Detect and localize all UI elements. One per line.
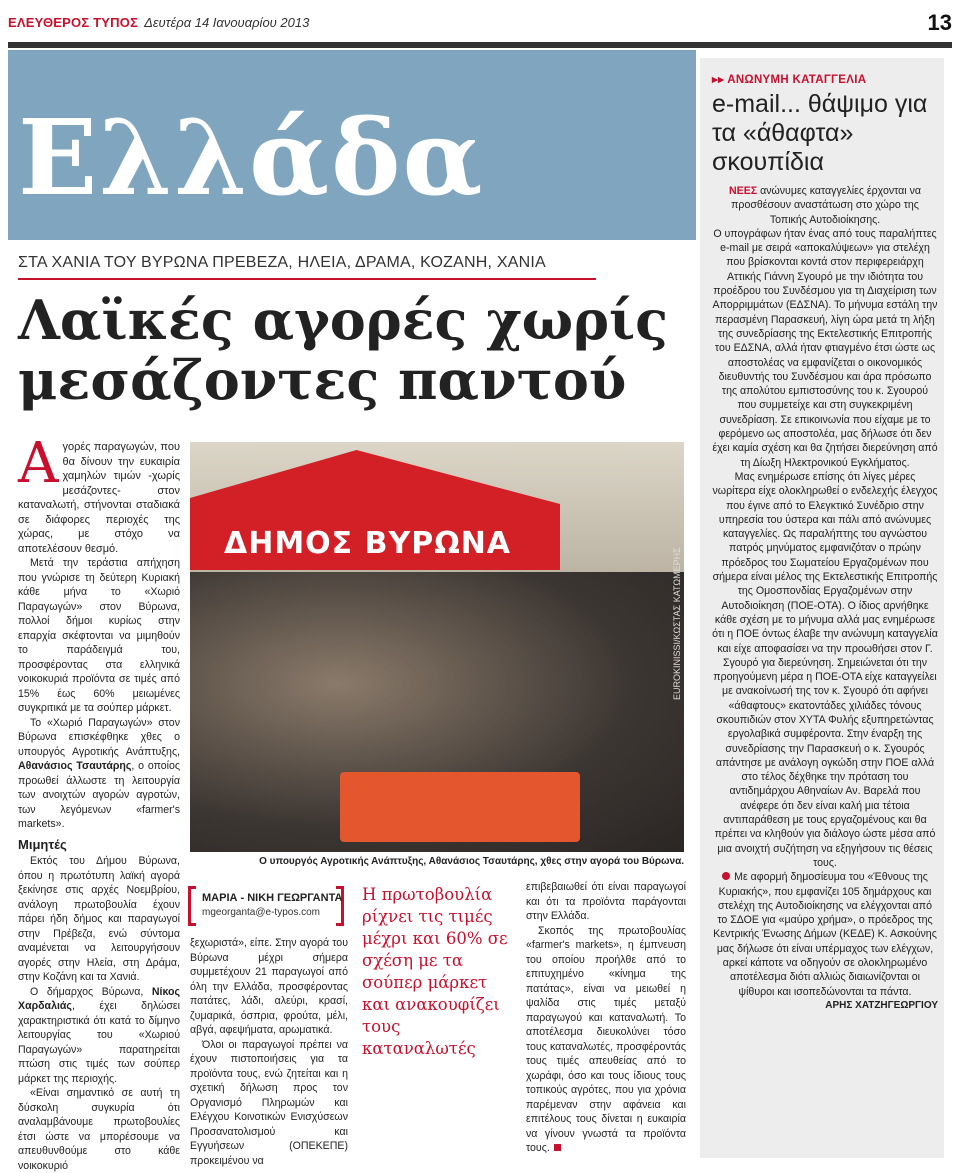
issue-date: Δευτέρα 14 Ιανουαρίου 2013 — [144, 15, 310, 30]
paragraph: Σκοπός της πρωτοβουλίας «farmer's markets», η έμπνευση του οποίου προήλθε από το επιτυχημένο «κίνημα της πατάτας», είναι να μειωθεί η ψαλίδα στις τιμές μεταξύ παραγωγού και καταναλωτή. Το αποτέλεσμα διευκολύνει τόσο τους καταναλωτές, προσφέροντάς τους τιμές απευθείας από το χωράφι, όσο και τους ίδιους τους τοπικούς αγρότες, που για χρόνια παρέμεναν στην αφάνεια και επιτέλους τους δίνεται η ευκαιρία να γίνουν γνωστά τα προϊόντα τους. — [526, 924, 686, 1154]
paragraph: Ο υπογράφων ήταν ένας από τους παραλήπτες e-mail με σειρά «αποκαλύψεων» για στελέχη που βρίσκονται κοντά στον περιφερειάρχη Αττικής Γιάννη Σγουρό με την ιδιότητα του προέδρου του Συνδέσμου για τη Διαχείριση των Απορριμμάτων (ΕΔΣΝΑ). Το μήνυμα εστάλη την περασμένη Παρασκευή, λίγη ώρα μετά τη λήξη της συνεδρίασης της Εκτελεστικής Επιτροπής του ΕΔΣΝΑ, αλλά ήταν φτιαγμένο έτσι ώστε ως αποστολέας να εμφανίζεται ο οικονομικός διευθυντής του Συνδέσμου και άρα πρόσωπο της απολύτου εμπιστοσύνης του κ. Σγουρού που συμμετείχε και στη συγκεκριμένη συνεδρίαση. Σε επικοινωνία που είχαμε με το φερόμενο ως αποστολέα, μας δήλωσε ότι δεν έχει καμία σχέση και θα ζητήσει διερεύνηση από τη Δίωξη Ηλεκτρονικού Εγκλήματος. — [712, 227, 938, 469]
page-number: 13 — [927, 10, 952, 35]
drop-cap: Α — [18, 431, 59, 496]
article-column-1 — [18, 431, 180, 1173]
article-photo[interactable] — [190, 442, 684, 852]
pull-quote: Η πρωτοβουλία ρίχνει τις τιμές μέχρι και 60% σε σχέση με τα σούπερ μάρκετ και ανακουφίζει τους καταναλωτές — [362, 885, 508, 1058]
article-headline: Λαϊκές αγορές χωρίς μεσάζοντες παντού — [18, 288, 669, 412]
byline — [188, 886, 344, 926]
article-column-2 — [190, 936, 348, 1168]
article-kicker: ΣΤΑ ΧΑΝΙΑ ΤΟΥ ΒΥΡΩΝΑ ΠΡΕΒΕΖΑ, ΗΛΕΙΑ, ΔΡΑΜΑ, ΚΟΖΑΝΗ, ΧΑΝΙΑ — [18, 254, 546, 271]
kicker-divider — [18, 278, 596, 280]
person-name: Αθανάσιος Τσαυτάρης — [18, 760, 132, 772]
bullet-icon — [722, 872, 730, 880]
paragraph: Μας ενημέρωσε επίσης ότι λίγες μέρες νωρίτερα είχε ολοκληρωθεί ο ενδελεχής έλεγχος που έγινε από το Ελεγκτικό Συνέδριο στην υπηρεσία του ύστερα και πάλι από ανώνυμες καταγγελίες. Ως παραλήπτης του αγνώστου πατρός μηνύματος εμφανιζόταν ο πρώην πρόεδρος του Σωματείου Εργαζομένων που σήμερα είναι μέλος της Εκτελεστικής Επιτροπής της Ομοσπονδίας Εργαζομένων στην Αυτοδιοίκηση (ΠΟΕ-ΟΤΑ). Ο ίδιος αρνήθηκε κάθε σχέση με το μήνυμα αλλά μας ενημέρωσε ότι η ΠΟΕ όντως έλαβε την ανώνυμη καταγγελία και είχε αποφασίσει να την προωθήσει στον Γ. Σγουρό για διερεύνηση. Σημειώνεται ότι την προηγούμενη μέρα η ΠΟΕ-ΟΤΑ είχε καταγγείλει με ανακοίνωσή της τον κ. Σγουρό ότι αφήνει «άθαφτους» εκατοντάδες χιλιάδες τόνους σκουπιδιών στον ΧΥΤΑ Φυλής εξυπηρετώντας εργολαβικά συμφέροντα. Στην έναρξη της συνεδρίασης την Παρασκευή ο κ. Σγουρός απάντησε με ανάλογη ογκώδη στην ΠΟΕ αλλά στο τέλος δέχθηκε την πρόταση του αντιδημάρχου Αθηναίων Αν. Βαρελά που ανέφερε ότι δεν είναι καλή μια τέτοια αντιπαράθεση με τους εργαζομένους και θα πρέπει να κληθούν για διάλογο ώστε μέσα από μια ανοιχτή συζήτηση να εξηγήσουν τις θέσεις τους. — [712, 470, 938, 869]
paragraph: Όλοι οι παραγωγοί πρέπει να έχουν πιστοποιήσεις για τα προϊόντα τους, ενώ ζητείται και η σχετική δήλωση προς τον Οργανισμό Πληρωμών και Ελέγχου Κοινοτικών Ενισχύσεων Προσανατολισμού και Εγγυήσεων (ΟΠΕΚΕΠΕ) προκειμένου να — [190, 1038, 348, 1167]
paragraph: Ο δήμαρχος Βύρωνα, Νίκος Χαρδαλιάς, έχει δηλώσει χαρακτηριστικά ότι κατά το δίμηνο λειτουργίας του «Χωριού Παραγωγών» παρατηρείται πτώση στις τιμές των σούπερ μάρκετ της περιοχής. — [18, 985, 180, 1085]
sidebar-author: ΑΡΗΣ ΧΑΤΖΗΓΕΩΡΓΙΟΥ — [825, 999, 938, 1011]
subheading: Μιμητές — [18, 836, 67, 852]
header-rule — [8, 42, 952, 48]
sidebar-box — [700, 58, 944, 1158]
sidebar-title: e-mail... θάψιμο για τα «άθαφτα» σκουπίδια — [712, 90, 928, 176]
person-name: Νίκος Χαρδαλιάς — [18, 985, 180, 1012]
article-lead — [18, 431, 180, 556]
lead-text: γορές παραγωγών, που θα δίνουν την ευκαιρία χαμηλών τιμών -χωρίς μεσάζοντες- στον καταναλωτή, στήνονται σταδιακά σε διάφορες περιοχές της χώρας, με στόχο να αποτελέσουν θεσμό. — [18, 441, 180, 555]
photo-caption: Ο υπουργός Αγροτικής Ανάπτυξης, Αθανάσιος Τσαυτάρης, χθες στην αγορά του Βύρωνα. — [259, 856, 684, 867]
chestnut-tray — [340, 772, 580, 842]
paragraph: Με αφορμή δημοσίευμα του «Έθνους της Κυριακής», που εμφανίζει 105 δημάρχους και στελέχη της Αυτοδιοίκησης να ελέγχονται από το ΣΔΟΕ για «μαύρο χρήμα», ο πρόεδρος της Κεντρικής Ένωσης Δήμων (ΚΕΔΕ) Κ. Ασκούνης μας δήλωσε ότι είναι υπέρμαχος των ελέγχων, αρκεί κάποτε να οδηγούν σε ολοκληρωμένο αποτέλεσμα διότι αλλιώς διαιωνίζονται οι ψίθυροι και ισοπεδώνονται τα πάντα. — [713, 871, 937, 998]
sidebar-kicker: ▸▸ ΑΝΩΝΥΜΗ ΚΑΤΑΓΓΕΛΙΑ — [712, 74, 867, 86]
author-email-link[interactable]: mgeorganta@e-typos.com — [202, 907, 320, 918]
sidebar-body — [712, 184, 938, 1013]
masthead — [8, 14, 309, 32]
sidebar-lead: ΝΕΕΣ ανώνυμες καταγγελίες έρχονται να προσθέσουν αναστάτωση στο χώρο της Τοπικής Αυτοδιοίκησης. — [728, 185, 922, 226]
paragraph: Το «Χωριό Παραγωγών» στον Βύρωνα επισκέφθηκε χθες ο υπουργός Αγροτικής Ανάπτυξης, Αθανάσιος Τσαυτάρης, ο οποίος προωθεί άλλωστε τη λειτουργία των ανοιχτών αγορών αγροτών, των λεγόμενων «farmer's markets». — [18, 716, 180, 830]
paragraph: Εκτός του Δήμου Βύρωνα, όπου η πρωτότυπη λαϊκή αγορά ξεκίνησε στις αρχές Νοεμβρίου, ανάλογη πρωτοβουλία έχουν πάρει ήδη δήμος και παραγωγοί στην Πρέβεζα, ενώ σύντομα αναμένεται να λειτουργήσουν αγορές στην Ηλεία, στη Δράμα, στην Κοζάνη και τα Χανιά. — [18, 855, 180, 983]
end-of-article-icon — [554, 1144, 561, 1151]
photo-credit: EUROKINISSI/ΚΩΣΤΑΣ ΚΑΤΩΜΕΡΗΣ — [672, 547, 682, 700]
canopy-sign: ΔΗΜΟΣ ΒΥΡΩΝΑ — [224, 526, 512, 561]
author-name: ΜΑΡΙΑ - ΝΙΚΗ ΓΕΩΡΓΑΝΤΑ — [202, 892, 343, 904]
paragraph: ξεχωριστά», είπε. Στην αγορά του Βύρωνα μέχρι σήμερα συμμετέχουν 21 παραγωγοί από όλη την Ελλάδα, προσφέροντας πατάτες, λάδι, αλεύρι, κρασί, ζυμαρικά, όσπρια, φρούτα, μέλι, αβγά, αφεψήματα, αρωματικά. — [190, 937, 348, 1036]
paragraph: Μετά την τεράστια απήχηση που γνώρισε τη δεύτερη Κυριακή κάθε μήνα το «Χωριό Παραγωγών» στον Βύρωνα, πολλοί δήμοι κυρίως στην επαρχία σκέφτονται να μιμηθούν το παράδειγμά του, προσφέροντας στα ελληνικά νοικοκυριά προϊόντα σε τιμές από 15% έως 60% μειωμένες συγκριτικά με τα σούπερ μάρκετ. — [18, 557, 180, 714]
lead-keyword: ΝΕΕΣ — [728, 185, 758, 197]
page-header — [8, 6, 952, 40]
newspaper-brand[interactable]: ΕΛΕΥΘΕΡΟΣ ΤΥΠΟΣ — [8, 15, 139, 30]
bracket-left — [188, 886, 196, 926]
paragraph: επιβεβαιωθεί ότι είναι παραγωγοί και ότι τα προϊόντα παράγονται στην Ελλάδα. — [526, 881, 686, 922]
article-column-3 — [526, 880, 686, 1156]
section-title: Ελλάδα — [18, 96, 485, 219]
paragraph: «Είναι σημαντικό σε αυτή τη δύσκολη συγκυρία ότι αναλαμβάνουμε πρωτοβουλίες έτσι ώστε να μπορέσουμε να απευθυνθούμε στο κάθε νοικοκυριό — [18, 1087, 180, 1172]
